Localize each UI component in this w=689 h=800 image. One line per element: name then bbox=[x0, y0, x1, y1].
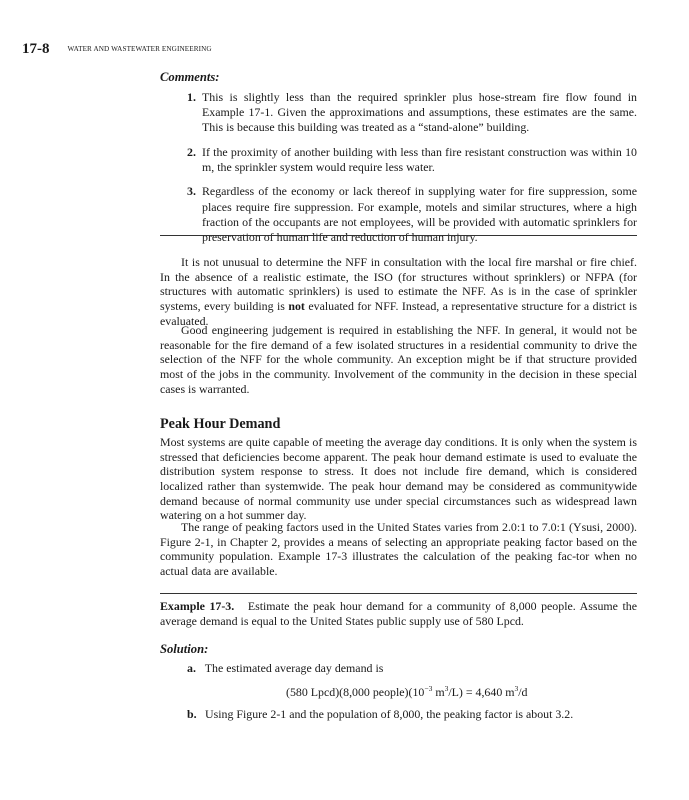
equation-part: m bbox=[432, 685, 445, 699]
nff-p1-text-a: It is not unusual to determine the NFF in consultation with the local fire marshal or fire chief. In the absence of a realistic estimate, the ISO (for structures without sprinklers) or NFPA (for structures with automatic sprinklers) is used to estimate the NFF. As is in the case of sprinkler systems, every building is bbox=[160, 255, 637, 313]
equation-part: (580 Lpcd)(8,000 people)(10 bbox=[286, 685, 425, 699]
step-text: The estimated average day demand is bbox=[204, 661, 384, 675]
nff-p1-text-b: evaluated for NFF. Instead, a representative structure for a district is evaluated. bbox=[160, 298, 637, 328]
solution-step-b bbox=[187, 707, 637, 722]
nff-paragraph-1 bbox=[160, 255, 637, 328]
example-text: Estimate the peak hour demand for a community of 8,000 people. Assume the average demand is equal to the United States public supply use of 580 Lpcd. bbox=[160, 599, 637, 628]
solution-heading: Solution: bbox=[160, 642, 209, 656]
comments-heading: Comments: bbox=[160, 70, 220, 84]
equation-exponent: 3 bbox=[444, 684, 449, 693]
comment-item bbox=[160, 90, 637, 135]
step-letter: a. bbox=[187, 661, 196, 675]
comment-number: 1. bbox=[187, 90, 196, 104]
example-end-rule bbox=[160, 235, 637, 236]
comments-list bbox=[160, 90, 637, 254]
running-head bbox=[22, 40, 212, 58]
comment-number: 3. bbox=[187, 184, 196, 199]
nff-paragraph-2: Good engineering judgement is required in establishing the NFF. In general, it would not be reasonable for the fire demand of a few isolated structures in a residential community to drive the selection of the NFF for the whole community. An exception might be if that structure provided most of the jobs in the community. Involvement of the community in the decision in these special cases is warranted. bbox=[160, 323, 637, 396]
nff-p1-bold: not bbox=[288, 298, 305, 313]
equation-part: /d bbox=[518, 685, 528, 699]
equation-exponent: 3 bbox=[514, 684, 519, 693]
demand-equation bbox=[286, 685, 527, 700]
step-text: Using Figure 2-1 and the population of 8,000, the peaking factor is about 3.2. bbox=[204, 707, 574, 721]
comment-text: This is slightly less than the required sprinkler plus hose-stream fire flow found in Example 17-1. Given the approximations and assumptions, these estimates are the same. This is because this building was treated as a “stand-alone” building. bbox=[202, 90, 637, 135]
step-letter: b. bbox=[187, 707, 197, 721]
section-heading-peak-hour: Peak Hour Demand bbox=[160, 416, 281, 432]
equation-exponent: −3 bbox=[424, 684, 433, 693]
example-statement bbox=[160, 599, 637, 628]
comment-text: If the proximity of another building with less than fire resistant construction was within 10 m, the sprinkler system would require less water. bbox=[202, 144, 637, 174]
peak-hour-paragraph-1: Most systems are quite capable of meeting the average day conditions. It is only when the system is stressed that deficiencies become apparent. The peak hour demand estimate is used to evaluate the distribution system response to stress. It does not include fire demand, which is considered localized rather than systemwide. The peak hour demand may be considered as communitywide demand because of normal community use under special circumstances such as widespread lawn watering on a hot summer day. bbox=[160, 435, 637, 523]
example-start-rule bbox=[160, 593, 637, 594]
running-head-title: WATER AND WASTEWATER ENGINEERING bbox=[67, 45, 212, 53]
equation-part: /L) = 4,640 m bbox=[448, 685, 515, 699]
comment-item bbox=[160, 145, 637, 175]
example-label: Example 17-3. bbox=[160, 599, 235, 613]
peak-hour-paragraph-2: The range of peaking factors used in the United States varies from 2.0:1 to 7.0:1 (Ysusi, 2000). Figure 2-1, in Chapter 2, provides a means of selecting an appropriate peaking factor based on the community population. Example 17-3 illustrates the calculation of the peaking fac-tor when no actual data are available. bbox=[160, 520, 637, 578]
page-number: 17-8 bbox=[22, 41, 50, 57]
solution-step-a bbox=[187, 661, 637, 676]
comment-number: 2. bbox=[187, 144, 196, 159]
comment-text: Regardless of the economy or lack thereof in supplying water for fire suppression, some places require fire suppression. For example, motels and similar structures, where a high fraction of the occupants are not employees, will be provided with automatic sprinklers for preservation of human life and reduction of human injury. bbox=[202, 184, 637, 244]
